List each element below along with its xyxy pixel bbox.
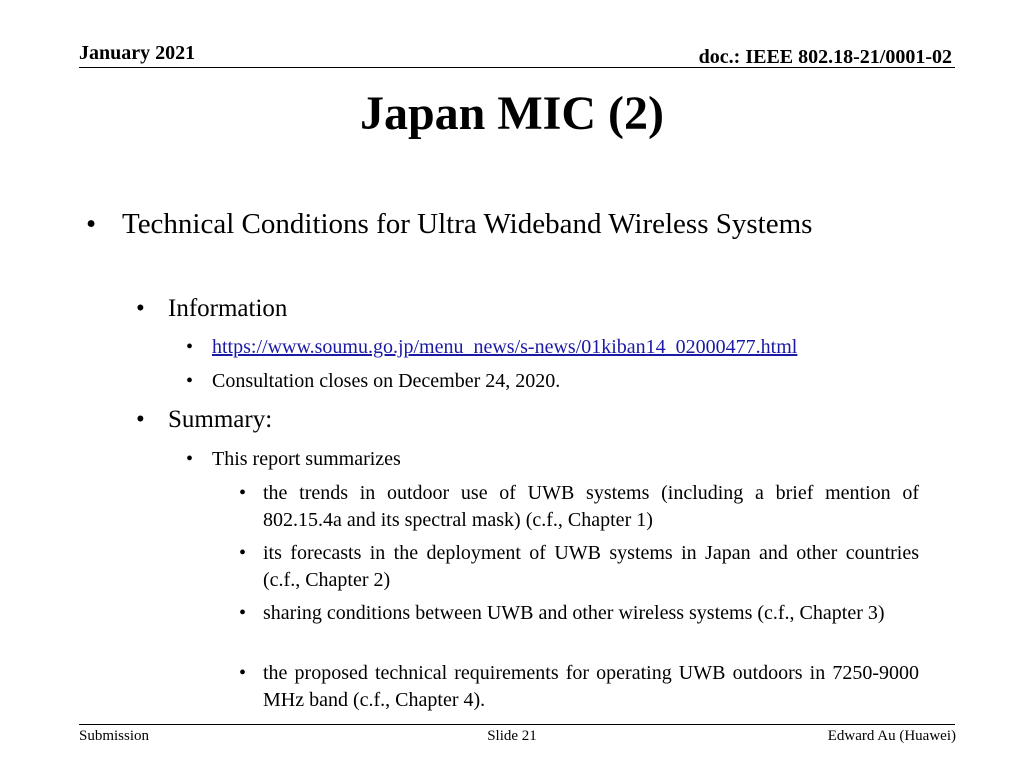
consultation-note: Consultation closes on December 24, 2020. bbox=[212, 370, 561, 392]
summary-item: its forecasts in the deployment of UWB systems in Japan and other countries (c.f., Chapter 2) bbox=[263, 542, 919, 591]
bullet-dot: • bbox=[239, 482, 247, 504]
bullet-dot: • bbox=[186, 370, 194, 392]
summary-item: the proposed technical requirements for operating UWB outdoors in 7250-9000 MHz band (c.f., Chapter 4). bbox=[263, 662, 919, 711]
header-date: January 2021 bbox=[79, 42, 196, 64]
bullet-technical-conditions: Technical Conditions for Ultra Wideband Wireless Systems bbox=[122, 208, 813, 240]
footer-slide-number: Slide 21 bbox=[487, 728, 537, 744]
bullet-dot: • bbox=[136, 406, 145, 433]
header-doc-id: doc.: IEEE 802.18-21/0001-02 bbox=[698, 46, 952, 68]
summary-intro: This report summarizes bbox=[212, 448, 401, 470]
bullet-dot: • bbox=[239, 542, 247, 564]
bullet-dot: • bbox=[86, 208, 97, 240]
bullet-dot: • bbox=[186, 336, 194, 358]
bullet-dot: • bbox=[239, 602, 247, 624]
slide-title: Japan MIC (2) bbox=[359, 87, 664, 140]
bullet-dot: • bbox=[239, 662, 247, 684]
summary-item: sharing conditions between UWB and other wireless systems (c.f., Chapter 3) bbox=[263, 602, 885, 624]
bullet-summary: Summary: bbox=[168, 406, 273, 433]
footer-submission: Submission bbox=[79, 728, 150, 744]
bullet-information: Information bbox=[168, 295, 288, 322]
header-divider bbox=[79, 67, 955, 68]
footer-author: Edward Au (Huawei) bbox=[827, 728, 956, 744]
info-link[interactable]: https://www.soumu.go.jp/menu_news/s-news/01kiban14_02000477.html bbox=[212, 336, 798, 358]
bullet-dot: • bbox=[186, 448, 194, 470]
footer-divider bbox=[79, 724, 955, 725]
summary-item: the trends in outdoor use of UWB systems (including a brief mention of 802.15.4a and its spectral mask) (c.f., Chapter 1) bbox=[263, 482, 919, 531]
bullet-dot: • bbox=[136, 295, 145, 322]
